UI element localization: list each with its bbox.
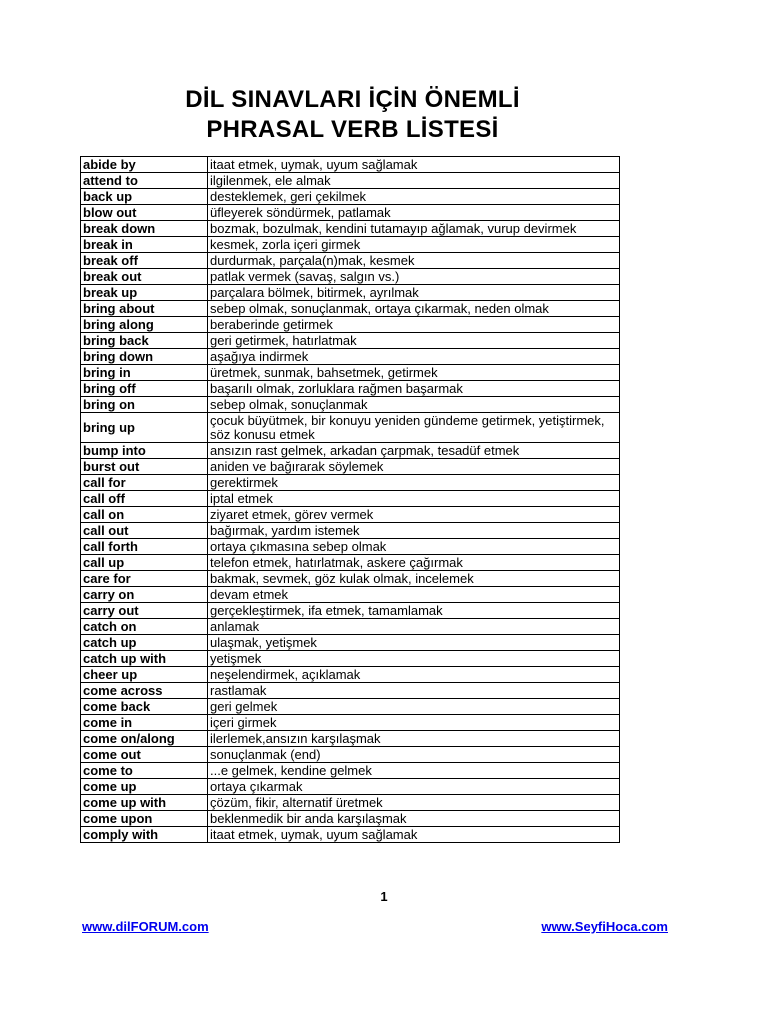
meaning-cell: ulaşmak, yetişmek <box>208 635 620 651</box>
meaning-cell: ilerlemek,ansızın karşılaşmak <box>208 731 620 747</box>
meaning-cell: gerçekleştirmek, ifa etmek, tamamlamak <box>208 603 620 619</box>
phrasal-verb-cell: break down <box>81 221 208 237</box>
phrasal-verb-cell: come on/along <box>81 731 208 747</box>
meaning-cell: ...e gelmek, kendine gelmek <box>208 763 620 779</box>
phrasal-verb-cell: come to <box>81 763 208 779</box>
table-row <box>81 795 620 811</box>
phrasal-verb-cell: bring up <box>81 413 208 443</box>
table-row <box>81 443 620 459</box>
phrasal-verb-table <box>80 156 620 843</box>
phrasal-verb-cell: cheer up <box>81 667 208 683</box>
meaning-cell: rastlamak <box>208 683 620 699</box>
meaning-cell: gerektirmek <box>208 475 620 491</box>
meaning-cell: bozmak, bozulmak, kendini tutamayıp ağlamak, vurup devirmek <box>208 221 620 237</box>
phrasal-verb-cell: call off <box>81 491 208 507</box>
meaning-cell: ansızın rast gelmek, arkadan çarpmak, tesadüf etmek <box>208 443 620 459</box>
meaning-cell: yetişmek <box>208 651 620 667</box>
table-row <box>81 333 620 349</box>
table-row <box>81 173 620 189</box>
table-row <box>81 397 620 413</box>
table-row <box>81 365 620 381</box>
phrasal-verb-cell: bring in <box>81 365 208 381</box>
meaning-cell: aniden ve bağırarak söylemek <box>208 459 620 475</box>
table-row <box>81 237 620 253</box>
table-row <box>81 459 620 475</box>
phrasal-verb-cell: bring on <box>81 397 208 413</box>
phrasal-verb-cell: come out <box>81 747 208 763</box>
table-row <box>81 285 620 301</box>
meaning-cell: parçalara bölmek, bitirmek, ayrılmak <box>208 285 620 301</box>
phrasal-verb-cell: come up <box>81 779 208 795</box>
meaning-cell: anlamak <box>208 619 620 635</box>
page-title <box>0 85 705 145</box>
footer-link-seyfihoca[interactable]: www.SeyfiHoca.com <box>541 919 668 934</box>
table-row <box>81 683 620 699</box>
table-row <box>81 539 620 555</box>
table-row <box>81 269 620 285</box>
table-row <box>81 189 620 205</box>
phrasal-verb-cell: catch up <box>81 635 208 651</box>
meaning-cell: neşelendirmek, açıklamak <box>208 667 620 683</box>
phrasal-verb-cell: blow out <box>81 205 208 221</box>
phrasal-verb-cell: come upon <box>81 811 208 827</box>
table-row <box>81 747 620 763</box>
phrasal-verb-cell: bring about <box>81 301 208 317</box>
meaning-cell: itaat etmek, uymak, uyum sağlamak <box>208 827 620 843</box>
phrasal-verb-cell: catch on <box>81 619 208 635</box>
phrasal-verb-cell: bring along <box>81 317 208 333</box>
meaning-cell: kesmek, zorla içeri girmek <box>208 237 620 253</box>
phrasal-verb-cell: attend to <box>81 173 208 189</box>
phrasal-verb-cell: break off <box>81 253 208 269</box>
table-row <box>81 205 620 221</box>
meaning-cell: sebep olmak, sonuçlanmak <box>208 397 620 413</box>
table-row <box>81 221 620 237</box>
table-row <box>81 811 620 827</box>
table-row <box>81 157 620 173</box>
meaning-cell: ortaya çıkarmak <box>208 779 620 795</box>
table-row <box>81 381 620 397</box>
phrasal-verb-cell: carry out <box>81 603 208 619</box>
table-row <box>81 587 620 603</box>
phrasal-verb-cell: break out <box>81 269 208 285</box>
phrasal-verb-cell: call up <box>81 555 208 571</box>
table-row <box>81 523 620 539</box>
footer-link-dilforum[interactable]: www.dilFORUM.com <box>82 919 209 934</box>
table-row <box>81 635 620 651</box>
phrasal-verb-cell: carry on <box>81 587 208 603</box>
phrasal-verb-cell: back up <box>81 189 208 205</box>
phrasal-verb-cell: come up with <box>81 795 208 811</box>
table-row <box>81 667 620 683</box>
table-row <box>81 555 620 571</box>
page-number: 1 <box>380 889 388 904</box>
meaning-cell: çözüm, fikir, alternatif üretmek <box>208 795 620 811</box>
table-row <box>81 491 620 507</box>
table-row <box>81 715 620 731</box>
phrasal-verb-cell: come back <box>81 699 208 715</box>
phrasal-verb-cell: bump into <box>81 443 208 459</box>
phrasal-verb-cell: burst out <box>81 459 208 475</box>
meaning-cell: aşağıya indirmek <box>208 349 620 365</box>
title-line-2: PHRASAL VERB LİSTESİ <box>206 116 499 143</box>
meaning-cell: üretmek, sunmak, bahsetmek, getirmek <box>208 365 620 381</box>
meaning-cell: telefon etmek, hatırlatmak, askere çağırmak <box>208 555 620 571</box>
meaning-cell: devam etmek <box>208 587 620 603</box>
phrasal-verb-cell: break up <box>81 285 208 301</box>
table-row <box>81 731 620 747</box>
phrasal-verb-cell: break in <box>81 237 208 253</box>
phrasal-verb-cell: come across <box>81 683 208 699</box>
meaning-cell: ziyaret etmek, görev vermek <box>208 507 620 523</box>
table-row <box>81 779 620 795</box>
meaning-cell: sonuçlanmak (end) <box>208 747 620 763</box>
table-row <box>81 475 620 491</box>
phrasal-verb-cell: bring down <box>81 349 208 365</box>
meaning-cell: beraberinde getirmek <box>208 317 620 333</box>
table-row <box>81 603 620 619</box>
table-row <box>81 349 620 365</box>
meaning-cell: itaat etmek, uymak, uyum sağlamak <box>208 157 620 173</box>
meaning-cell: geri gelmek <box>208 699 620 715</box>
meaning-cell: çocuk büyütmek, bir konuyu yeniden gündeme getirmek, yetiştirmek, söz konusu etmek <box>208 413 620 443</box>
table-row <box>81 413 620 443</box>
phrasal-verb-cell: catch up with <box>81 651 208 667</box>
phrasal-verb-table-body <box>81 157 620 843</box>
phrasal-verb-cell: abide by <box>81 157 208 173</box>
meaning-cell: iptal etmek <box>208 491 620 507</box>
meaning-cell: içeri girmek <box>208 715 620 731</box>
phrasal-verb-cell: call forth <box>81 539 208 555</box>
phrasal-verb-cell: care for <box>81 571 208 587</box>
meaning-cell: geri getirmek, hatırlatmak <box>208 333 620 349</box>
meaning-cell: bakmak, sevmek, göz kulak olmak, incelemek <box>208 571 620 587</box>
table-row <box>81 619 620 635</box>
meaning-cell: ortaya çıkmasına sebep olmak <box>208 539 620 555</box>
phrasal-verb-cell: come in <box>81 715 208 731</box>
meaning-cell: başarılı olmak, zorluklara rağmen başarmak <box>208 381 620 397</box>
phrasal-verb-cell: bring off <box>81 381 208 397</box>
table-row <box>81 571 620 587</box>
table-row <box>81 253 620 269</box>
meaning-cell: desteklemek, geri çekilmek <box>208 189 620 205</box>
phrasal-verb-cell: call out <box>81 523 208 539</box>
title-line-1: DİL SINAVLARI İÇİN ÖNEMLİ <box>185 86 520 113</box>
phrasal-verb-cell: bring back <box>81 333 208 349</box>
phrasal-verb-cell: call for <box>81 475 208 491</box>
table-row <box>81 827 620 843</box>
table-row <box>81 651 620 667</box>
meaning-cell: üfleyerek söndürmek, patlamak <box>208 205 620 221</box>
meaning-cell: sebep olmak, sonuçlanmak, ortaya çıkarmak, neden olmak <box>208 301 620 317</box>
meaning-cell: patlak vermek (savaş, salgın vs.) <box>208 269 620 285</box>
meaning-cell: beklenmedik bir anda karşılaşmak <box>208 811 620 827</box>
table-row <box>81 763 620 779</box>
table-row <box>81 301 620 317</box>
phrasal-verb-cell: call on <box>81 507 208 523</box>
table-row <box>81 507 620 523</box>
table-row <box>81 317 620 333</box>
meaning-cell: bağırmak, yardım istemek <box>208 523 620 539</box>
meaning-cell: ilgilenmek, ele almak <box>208 173 620 189</box>
table-row <box>81 699 620 715</box>
phrasal-verb-cell: comply with <box>81 827 208 843</box>
meaning-cell: durdurmak, parçala(n)mak, kesmek <box>208 253 620 269</box>
